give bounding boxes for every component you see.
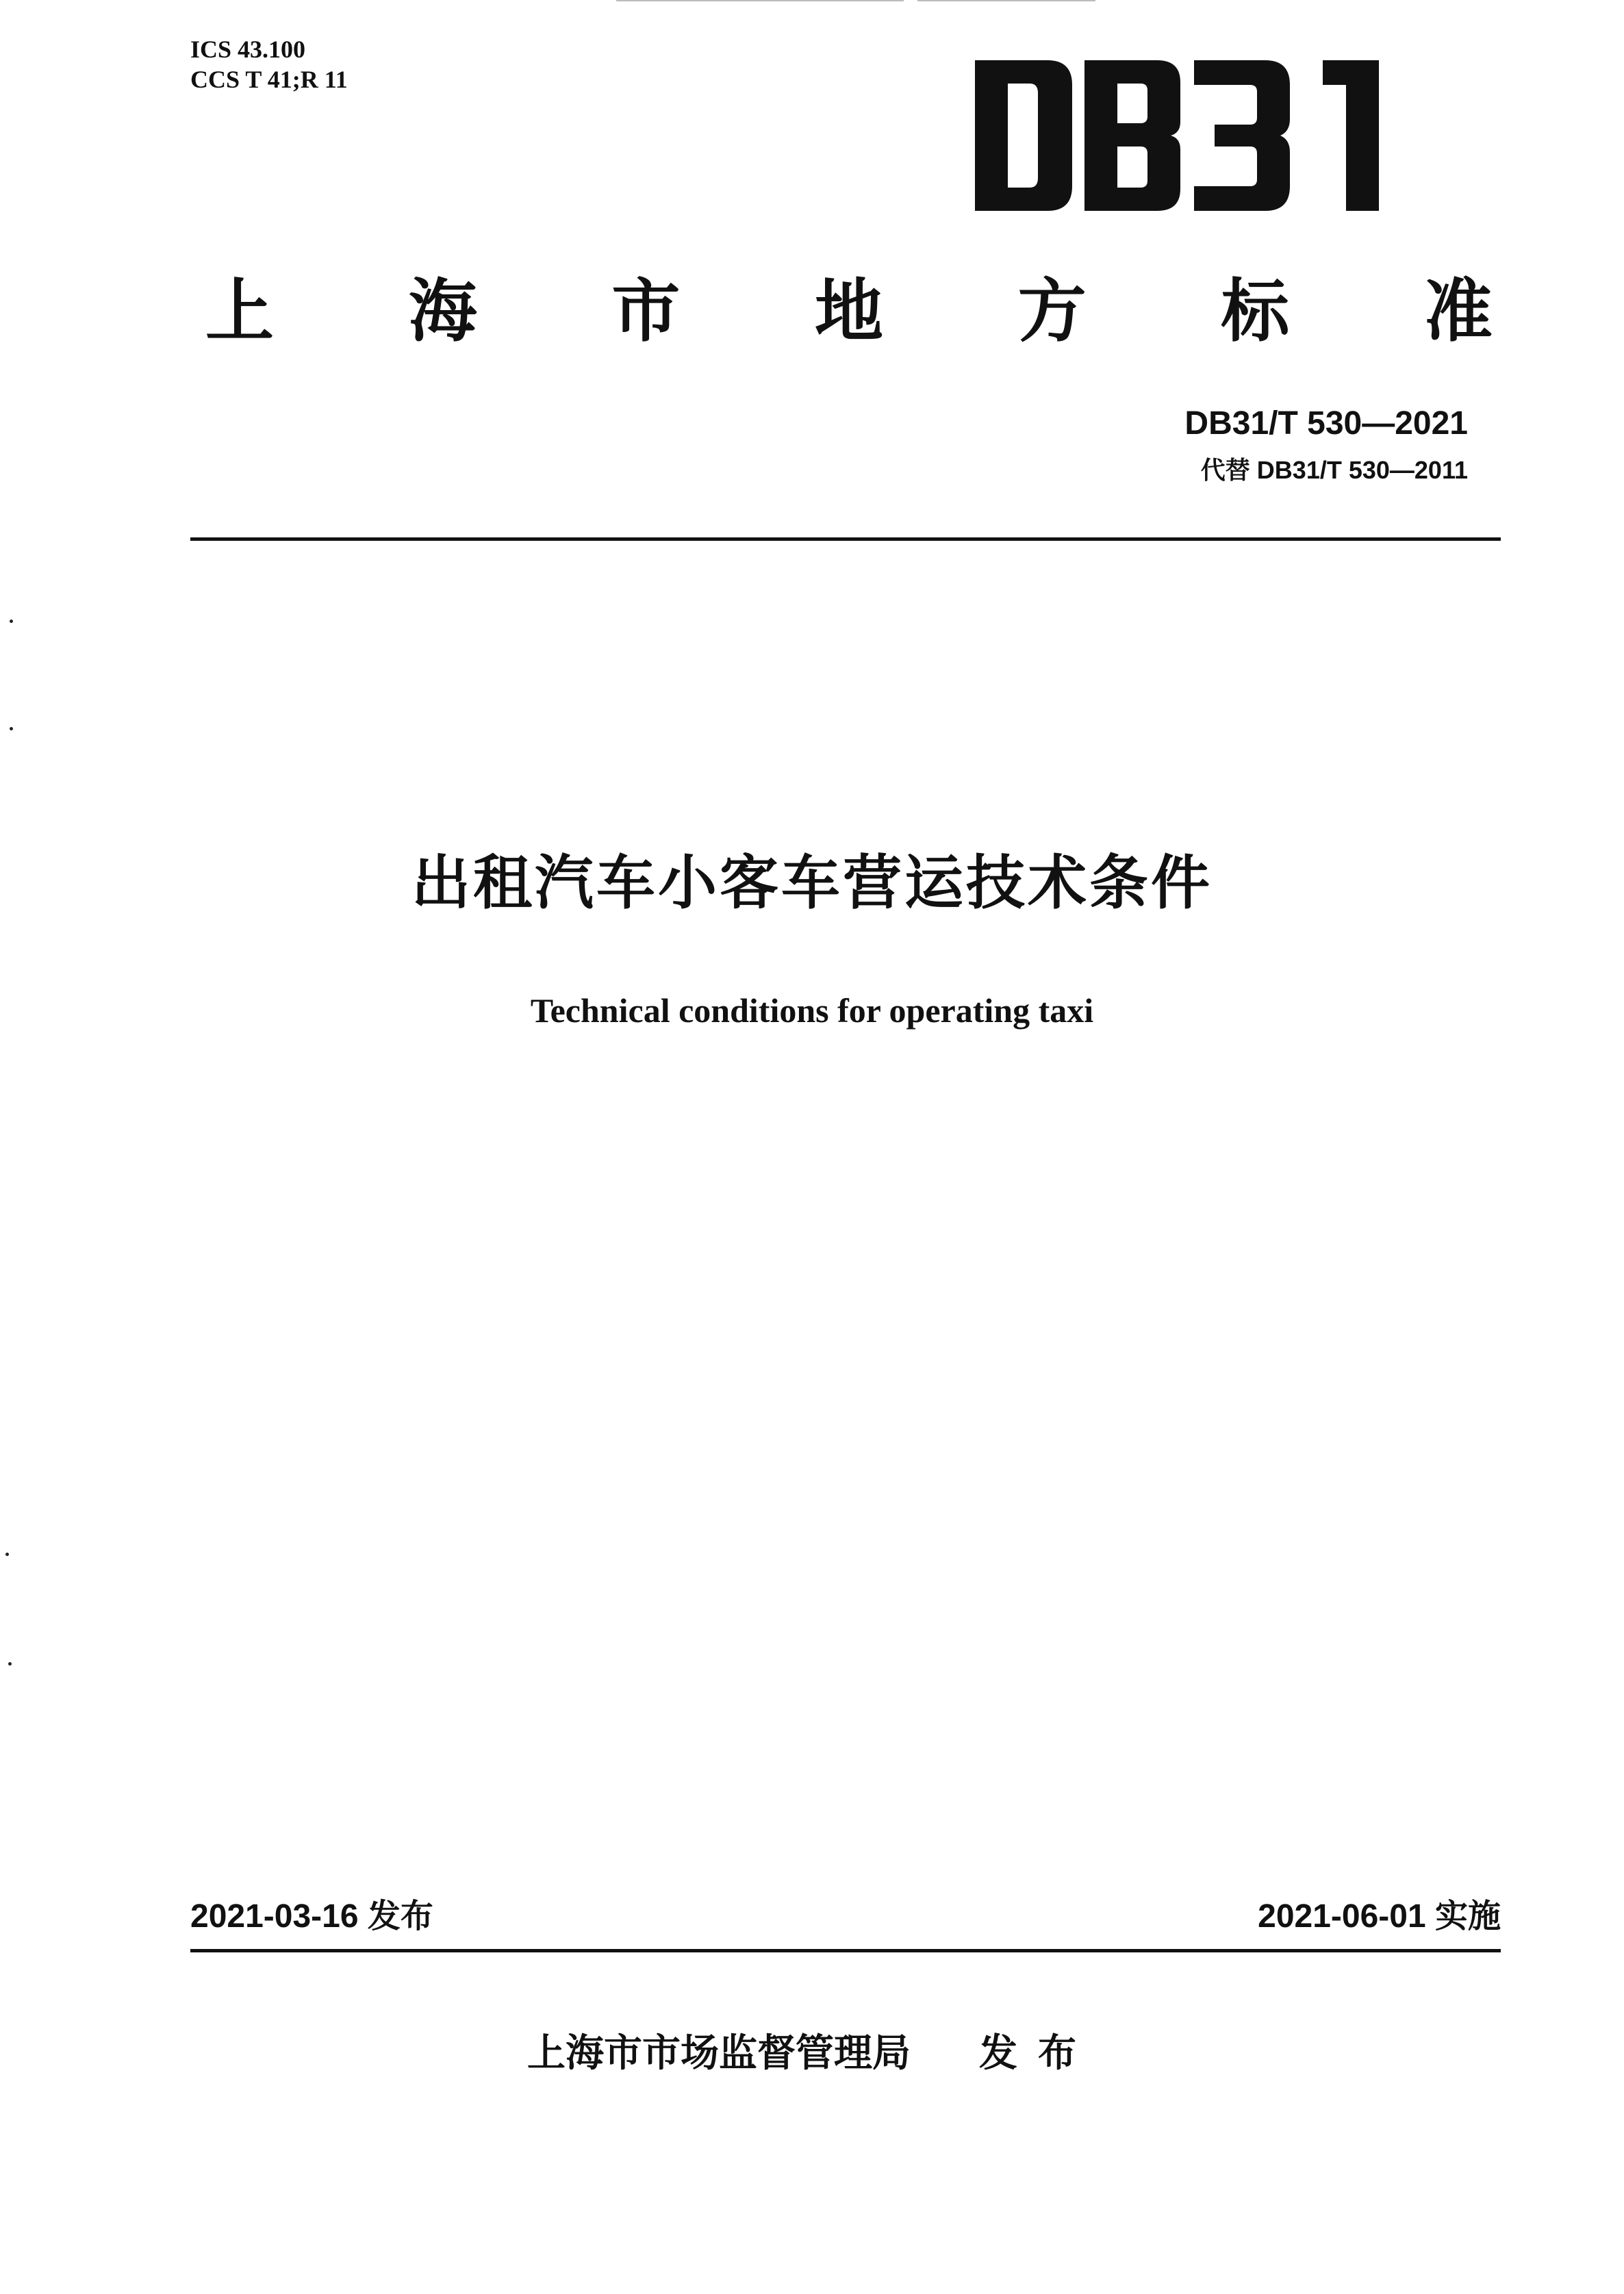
standard-type-heading (205, 270, 1493, 353)
scan-speck (10, 620, 13, 623)
document-title-english: Technical conditions for operating taxi (530, 991, 1094, 1030)
scan-speck (10, 727, 13, 730)
ics-code: ICS 43.100 (190, 36, 306, 63)
issuer-name: 上海市市场监督管理局 (527, 2031, 911, 2076)
standard-type-char: 市 (611, 271, 681, 351)
header-divider (190, 537, 1501, 541)
standard-type-char: 标 (1221, 271, 1290, 351)
document-title-chinese: 出租汽车小客车营运技术条件 (411, 849, 1213, 917)
db31-logo (971, 56, 1416, 215)
scan-edge-marks (0, 0, 1624, 4)
classification-codes (190, 34, 348, 94)
standard-type-char: 地 (814, 271, 883, 351)
replaced-standard: 代替 DB31/T 530—2011 (1200, 456, 1468, 484)
standard-type-char: 上 (205, 271, 274, 351)
standard-type-char: 方 (1017, 271, 1087, 351)
issuing-authority (0, 2030, 1624, 2078)
issue-date: 2021-03-16 发布 (190, 1898, 433, 1935)
ccs-code: CCS T 41;R 11 (190, 66, 348, 93)
standard-number: DB31/T 530—2021 (1184, 405, 1468, 442)
standard-type-char: 海 (408, 271, 477, 351)
standard-type-char: 准 (1423, 271, 1493, 351)
implementation-date: 2021-06-01 实施 (1258, 1898, 1501, 1935)
scan-speck (5, 1553, 9, 1556)
scan-speck (8, 1662, 12, 1666)
issuer-action: 发布 (979, 2031, 1097, 2076)
footer-divider (190, 1949, 1501, 1952)
